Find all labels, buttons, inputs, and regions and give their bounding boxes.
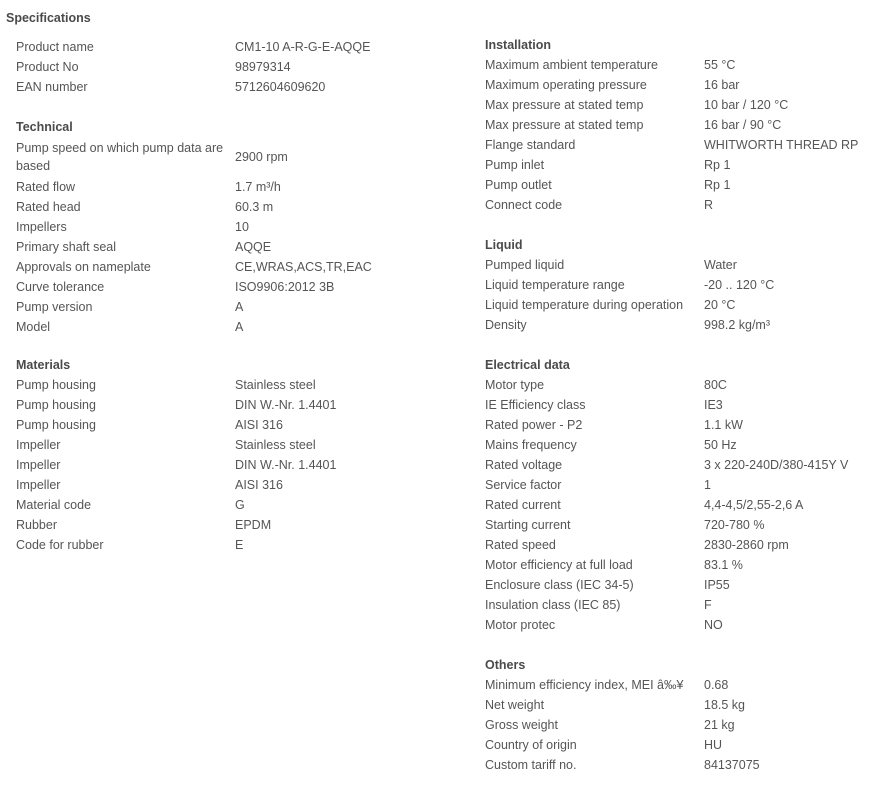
spec-label: Rated current (485, 498, 561, 512)
spec-row (485, 715, 875, 735)
spec-row (16, 237, 476, 257)
spec-value: 18.5 kg (704, 698, 746, 712)
spec-value: A (235, 300, 244, 314)
section-title: Electrical data (485, 358, 570, 372)
spec-label: Curve tolerance (16, 280, 105, 294)
section-installation (485, 35, 875, 215)
spec-label: Primary shaft seal (16, 240, 117, 254)
spec-value: AISI 316 (235, 478, 283, 492)
spec-value: 1.7 m³/h (235, 180, 281, 194)
spec-value: Stainless steel (235, 438, 316, 452)
spec-label: Impellers (16, 220, 67, 234)
spec-label: Product No (16, 60, 79, 74)
spec-label: Net weight (485, 698, 545, 712)
spec-label: Rated power - P2 (485, 418, 583, 432)
spec-row (485, 755, 875, 775)
section-product (16, 37, 476, 97)
spec-value: HU (704, 738, 723, 752)
spec-row (485, 175, 875, 195)
spec-label: Max pressure at stated temp (485, 118, 644, 132)
spec-row (16, 297, 476, 317)
spec-label: Code for rubber (16, 538, 104, 552)
spec-value: 0.68 (704, 678, 729, 692)
spec-value: 10 (235, 220, 249, 234)
section-title: Liquid (485, 238, 523, 252)
spec-row (485, 595, 875, 615)
spec-label: Pump housing (16, 378, 96, 392)
spec-row (16, 455, 476, 475)
spec-value: 84137075 (704, 758, 760, 772)
spec-value: A (235, 320, 244, 334)
spec-label: Density (485, 318, 527, 332)
spec-value: 10 bar / 120 °C (704, 98, 789, 112)
spec-label: Impeller (16, 458, 61, 472)
spec-label: Pumped liquid (485, 258, 565, 272)
spec-value: G (235, 498, 245, 512)
spec-label: Pump housing (16, 418, 96, 432)
spec-label: Minimum efficiency index, MEI â‰¥ (485, 678, 684, 692)
spec-label: Maximum ambient temperature (485, 58, 658, 72)
spec-label: Insulation class (IEC 85) (485, 598, 621, 612)
spec-label: Flange standard (485, 138, 576, 152)
spec-row (485, 675, 875, 695)
spec-value: -20 .. 120 °C (704, 278, 775, 292)
spec-label: Pump outlet (485, 178, 552, 192)
spec-row (16, 535, 476, 555)
spec-value: Stainless steel (235, 378, 316, 392)
spec-label: Approvals on nameplate (16, 260, 151, 274)
section-technical (16, 117, 476, 337)
spec-value: E (235, 538, 244, 552)
spec-label: Mains frequency (485, 438, 577, 452)
spec-row (16, 435, 476, 455)
spec-value: 80C (704, 378, 727, 392)
spec-row (485, 135, 875, 155)
spec-row (485, 535, 875, 555)
spec-value: NO (704, 618, 723, 632)
spec-row (485, 155, 875, 175)
section-electrical (485, 355, 875, 635)
spec-label: Model (16, 320, 51, 334)
spec-row (485, 555, 875, 575)
spec-value: 4,4-4,5/2,55-2,6 A (704, 498, 804, 512)
spec-label: Liquid temperature during operation (485, 298, 684, 312)
spec-row (485, 275, 875, 295)
spec-label: Starting current (485, 518, 571, 532)
spec-row (485, 575, 875, 595)
spec-row (16, 37, 476, 57)
spec-row (485, 195, 875, 215)
spec-row (485, 415, 875, 435)
spec-label: Enclosure class (IEC 34-5) (485, 578, 634, 592)
spec-row (485, 255, 875, 275)
section-title: Others (485, 658, 526, 672)
spec-label: Connect code (485, 198, 563, 212)
spec-label: Liquid temperature range (485, 278, 625, 292)
spec-value: DIN W.-Nr. 1.4401 (235, 458, 337, 472)
spec-label: Product name (16, 40, 94, 54)
spec-label: Pump version (16, 300, 93, 314)
spec-label: Country of origin (485, 738, 577, 752)
spec-row (16, 217, 476, 237)
spec-label: IE Efficiency class (485, 398, 586, 412)
spec-label: Rubber (16, 518, 57, 532)
spec-row (485, 695, 875, 715)
page-title: Specifications (6, 11, 91, 25)
spec-label: Impeller (16, 438, 61, 452)
spec-value: CE,WRAS,ACS,TR,EAC (235, 260, 372, 274)
spec-value: 720-780 % (704, 518, 765, 532)
section-materials (16, 355, 476, 555)
spec-row (485, 395, 875, 415)
spec-value: 83.1 % (704, 558, 743, 572)
spec-value: 16 bar / 90 °C (704, 118, 782, 132)
spec-value: IE3 (704, 398, 723, 412)
spec-label: EAN number (16, 80, 88, 94)
spec-row (16, 415, 476, 435)
spec-value: WHITWORTH THREAD RP (704, 138, 859, 152)
spec-label: Service factor (485, 478, 562, 492)
spec-value: 50 Hz (704, 438, 737, 452)
spec-value: 16 bar (704, 78, 740, 92)
spec-value: 20 °C (704, 298, 736, 312)
spec-value: AISI 316 (235, 418, 283, 432)
spec-value: 5712604609620 (235, 80, 326, 94)
spec-value: 2900 rpm (235, 150, 288, 164)
spec-label: Motor type (485, 378, 545, 392)
spec-label: Pump speed on which pump data are based (16, 141, 224, 173)
spec-row (485, 455, 875, 475)
spec-value: Water (704, 258, 737, 272)
spec-row (16, 395, 476, 415)
spec-value: 1.1 kW (704, 418, 743, 432)
spec-row (485, 315, 875, 335)
spec-value: EPDM (235, 518, 272, 532)
spec-value: ISO9906:2012 3B (235, 280, 335, 294)
spec-value: DIN W.-Nr. 1.4401 (235, 398, 337, 412)
section-title: Technical (16, 120, 73, 134)
spec-row (485, 75, 875, 95)
spec-value: CM1-10 A-R-G-E-AQQE (235, 40, 371, 54)
spec-row (485, 475, 875, 495)
spec-value: Rp 1 (704, 158, 731, 172)
spec-value: 998.2 kg/m³ (704, 318, 771, 332)
spec-row (16, 317, 476, 337)
spec-label: Rated head (16, 200, 81, 214)
spec-label: Motor efficiency at full load (485, 558, 633, 572)
spec-label: Max pressure at stated temp (485, 98, 644, 112)
spec-row (485, 115, 875, 135)
spec-label: Pump housing (16, 398, 96, 412)
spec-row (485, 495, 875, 515)
spec-row (485, 515, 875, 535)
section-title: Materials (16, 358, 71, 372)
spec-row (485, 615, 875, 635)
spec-label: Rated speed (485, 538, 556, 552)
spec-row (16, 375, 476, 395)
spec-row (16, 197, 476, 217)
spec-row (485, 55, 875, 75)
spec-row (485, 295, 875, 315)
spec-label: Rated voltage (485, 458, 563, 472)
spec-row (16, 515, 476, 535)
spec-label: Pump inlet (485, 158, 545, 172)
spec-label: Rated flow (16, 180, 76, 194)
spec-row (16, 257, 476, 277)
spec-row (485, 435, 875, 455)
spec-row (485, 375, 875, 395)
spec-value: Rp 1 (704, 178, 731, 192)
spec-value: 2830-2860 rpm (704, 538, 789, 552)
spec-row (485, 735, 875, 755)
spec-label: Impeller (16, 478, 61, 492)
spec-value: F (704, 598, 712, 612)
section-liquid (485, 235, 875, 335)
spec-row (485, 95, 875, 115)
spec-row (16, 137, 476, 177)
spec-row (16, 57, 476, 77)
spec-label: Gross weight (485, 718, 558, 732)
spec-row (16, 495, 476, 515)
spec-label: Custom tariff no. (485, 758, 577, 772)
spec-label: Motor protec (485, 618, 556, 632)
spec-value: 98979314 (235, 60, 291, 74)
spec-row (16, 277, 476, 297)
spec-value: 3 x 220-240D/380-415Y V (704, 458, 849, 472)
spec-value: 60.3 m (235, 200, 274, 214)
spec-label: Maximum operating pressure (485, 78, 647, 92)
spec-value: IP55 (704, 578, 730, 592)
spec-row (16, 475, 476, 495)
spec-value: 55 °C (704, 58, 736, 72)
spec-row (16, 77, 476, 97)
spec-row (16, 177, 476, 197)
spec-value: AQQE (235, 240, 272, 254)
section-title: Installation (485, 38, 551, 52)
spec-value: 1 (704, 478, 711, 492)
spec-label: Material code (16, 498, 92, 512)
spec-value: R (704, 198, 714, 212)
spec-value: 21 kg (704, 718, 735, 732)
section-others (485, 655, 875, 775)
